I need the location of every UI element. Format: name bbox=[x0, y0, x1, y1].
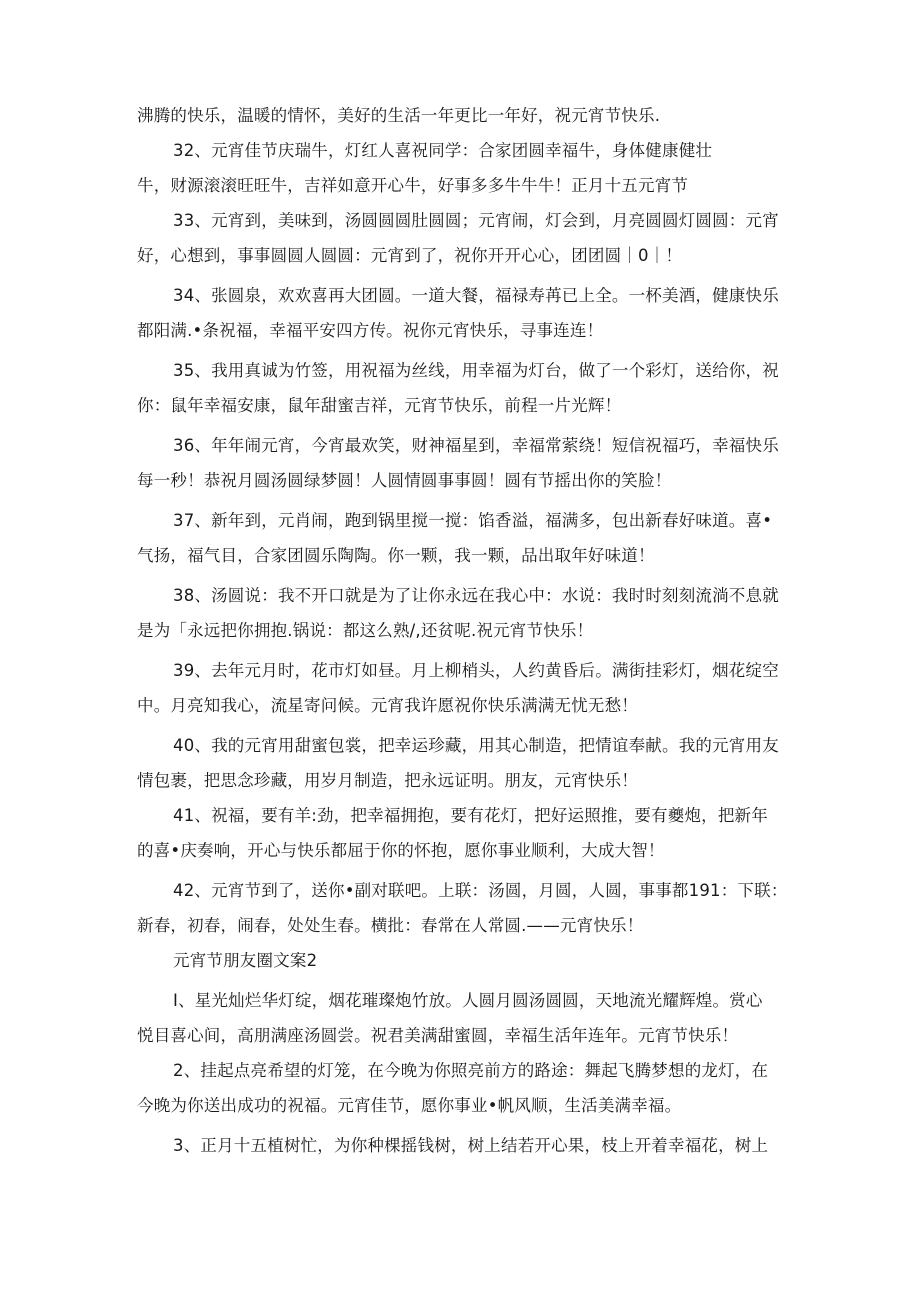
text-line: 38、汤圆说：我不开口就是为了让你永远在我心中：水说：我时时刻刻流淌不息就 bbox=[173, 586, 779, 605]
text-line: 35、我用真诚为竹签，用祝福为丝线，用幸福为灯台，做了一个彩灯，送给你，祝 bbox=[173, 361, 779, 380]
text-line: 你：鼠年幸福安康，鼠年甜蜜吉祥，元宵节快乐，前程一片光辉！ bbox=[137, 396, 622, 415]
text-line: 沸腾的快乐，温暖的情怀，美好的生活一年更比一年好，祝元宵节快乐. bbox=[137, 106, 661, 125]
text-line: I、星光灿烂华灯绽，烟花璀璨炮竹放。人圆月圆汤圆圆，天地流光耀辉煌。赏心 bbox=[173, 991, 763, 1010]
text-line: 都阳满.•条祝福，幸福平安四方传。祝你元宵快乐，寻事连连！ bbox=[137, 321, 604, 340]
text-line: 悦目喜心间，高朋满座汤圆尝。祝君美满甜蜜圆，幸福生活年连年。元宵节快乐！ bbox=[137, 1026, 739, 1045]
text-line: 32、元宵佳节庆瑞牛，灯红人喜祝同学：合家团圆幸福牛，身体健康健壮 bbox=[173, 141, 713, 160]
text-line: 每一秒！恭祝月圆汤圆绿梦圆！人圆情圆事事圆！圆有节摇出你的笑脸！ bbox=[137, 471, 672, 490]
text-line: 3、正月十五植树忙，为你种棵摇钱树，树上结若开心果，枝上开着幸福花，树上 bbox=[173, 1136, 769, 1155]
text-line: 好，心想到，事事圆圆人圆圆：元宵到了，祝你开开心心，团团圆｜0｜！ bbox=[137, 246, 683, 265]
text-line: 33、元宵到，美味到，汤圆圆圆肚圆圆；元宵闹，灯会到，月亮圆圆灯圆圆：元宵 bbox=[173, 211, 779, 230]
text-line: 情包裹，把思念珍藏，用岁月制造，把永远证明。朋友，元宵快乐！ bbox=[137, 771, 638, 790]
text-line: 37、新年到，元肖闹，跑到锅里搅一搅：馅香溢，福满多，包出新春好味道。喜• bbox=[173, 511, 773, 530]
section-heading: 元宵节朋友圈文案2 bbox=[173, 951, 318, 970]
text-line: 42、元宵节到了，送你•副对联吧。上联：汤圆，月圆，人圆，事事都191：下联： bbox=[173, 881, 788, 900]
text-line: 气扬，福气目，合家团圆乐陶陶。你一颗，我一颗，品出取年好味道！ bbox=[137, 546, 655, 565]
text-line: 36、年年闹元宵，今宵最欢笑，财神福星到，幸福常萦绕！短信祝福巧，幸福快乐 bbox=[173, 436, 779, 455]
text-line: 牛，财源滚滚旺旺牛，吉祥如意开心牛，好事多多牛牛牛！正月十五元宵节 bbox=[137, 176, 689, 195]
text-line: 新春，初春，闹春，处处生春。横批：春常在人常圆.——元宵快乐！ bbox=[137, 916, 644, 935]
text-line: 39、去年元月时，花市灯如昼。月上柳梢头，人约黄昏后。满街挂彩灯，烟花绽空 bbox=[173, 661, 779, 680]
text-line: 今晚为你送出成功的祝福。元宵佳节，愿你事业•帆风顺，生活美满幸福。 bbox=[137, 1096, 682, 1115]
text-line: 41、祝福，要有羊:劲，把幸福拥抱，要有花灯，把好运照推，要有夔炮，把新年 bbox=[173, 806, 768, 825]
text-line: 中。月亮知我心，流星寄问候。元宵我许愿祝你快乐满满无忧无愁！ bbox=[137, 696, 638, 715]
text-line: 的喜•庆奏响，开心与快乐都屈于你的怀抱，愿你事业顺利，大成大智！ bbox=[137, 841, 665, 860]
text-line: 2、挂起点亮希望的灯笼，在今晚为你照亮前方的路途：舞起飞腾梦想的龙灯，在 bbox=[173, 1061, 769, 1080]
text-line: 是为「永远把你拥抱.锅说：都这么熟/,还贫呢.祝元宵节快乐！ bbox=[137, 621, 594, 640]
text-line: 34、张圆泉，欢欢喜再大团圆。一道大餐，福禄寿苒已上全。一杯美酒，健康快乐 bbox=[173, 286, 779, 305]
text-line: 40、我的元宵用甜蜜包裳，把幸运珍藏，用其心制造，把情谊奉献。我的元宵用友 bbox=[173, 736, 779, 755]
